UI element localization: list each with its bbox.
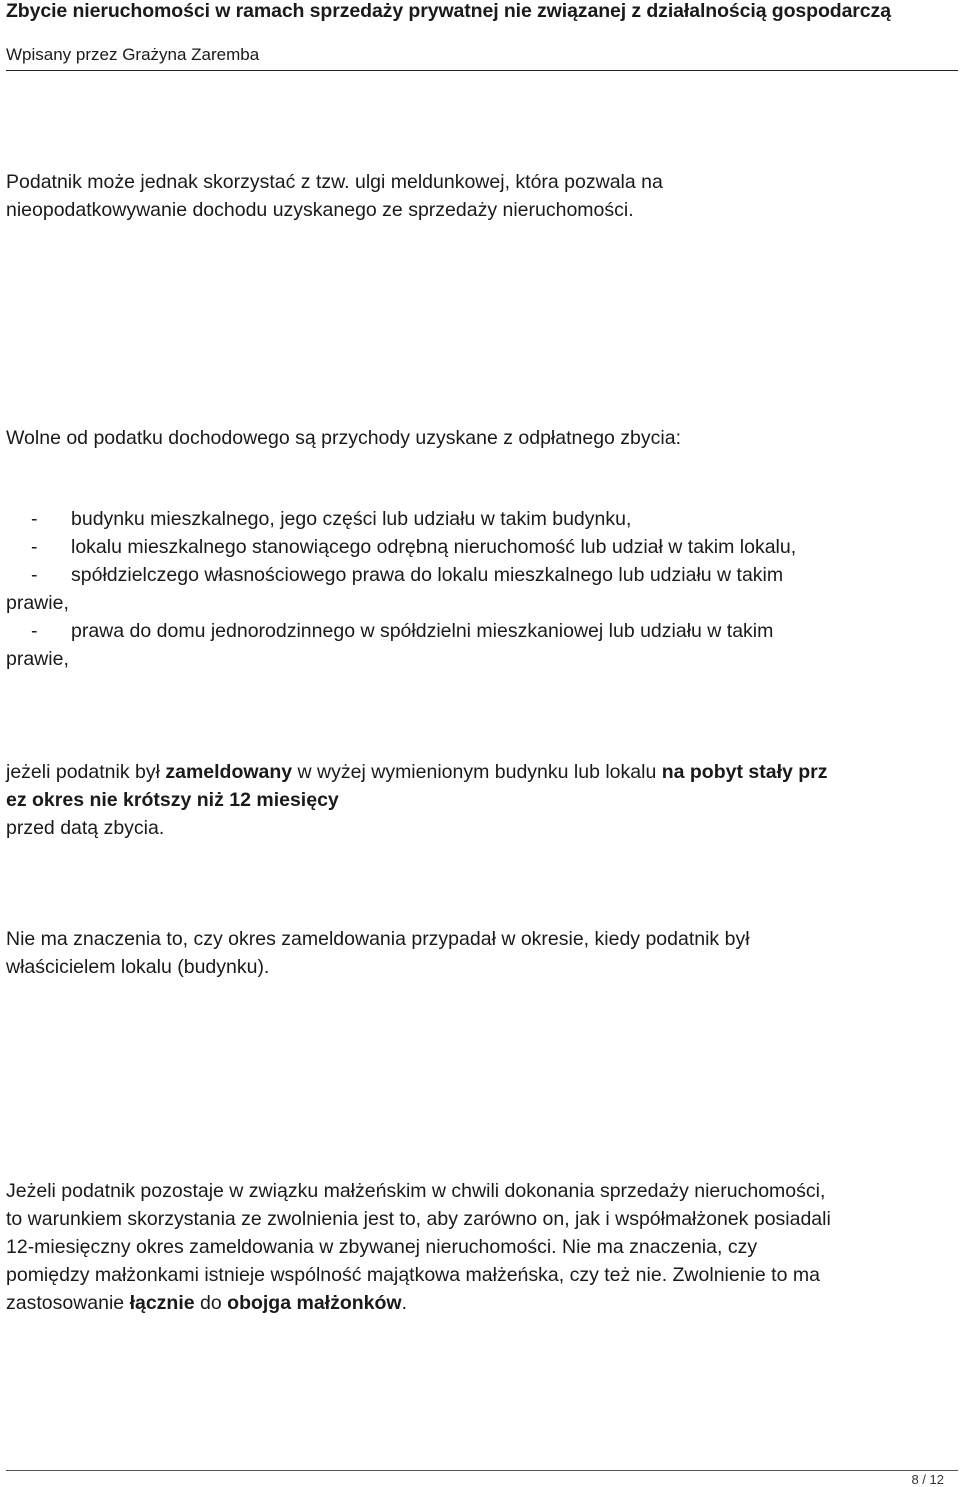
text-line — [6, 758, 958, 786]
list-item — [6, 533, 958, 561]
bold-run: na pobyt stały prz — [661, 761, 828, 783]
paragraph-spouses — [6, 1177, 958, 1317]
list-item — [6, 617, 958, 645]
bold-run: łącznie — [129, 1292, 195, 1314]
document-title: Zbycie nieruchomości w ramach sprzedaży prywatnej nie związanej z działalnością gospodarczą — [6, 0, 891, 22]
list-item-text: prawa do domu jednorodzinnego w spółdzielni mieszkaniowej lub udziału w takim — [71, 620, 774, 642]
page-number: 8 / 12 — [911, 1472, 944, 1487]
text-line — [6, 1289, 958, 1317]
list-item-text: lokalu mieszkalnego stanowiącego odrębną nieruchomość lub udział w takim lokalu, — [71, 536, 797, 558]
footer-divider — [6, 1470, 958, 1471]
text-run: jeżeli podatnik był — [6, 761, 166, 783]
text-line — [6, 786, 958, 814]
list-item-text: budynku mieszkalnego, jego części lub udziału w takim budynku, — [71, 508, 632, 530]
list-item-text: spółdzielczego własnościowego prawa do lokalu mieszkalnego lub udziału w takim — [71, 564, 784, 586]
list-dash: - — [31, 536, 38, 558]
text-run: do — [194, 1292, 228, 1314]
text-line: Nie ma znaczenia to, czy okres zameldowania przypadał w okresie, kiedy podatnik był — [6, 928, 750, 950]
text-line: Wolne od podatku dochodowego są przychody uzyskane z odpłatnego zbycia: — [6, 427, 681, 449]
text-line: Jeżeli podatnik pozostaje w związku małżeńskim w chwili dokonania sprzedaży nieruchomości, — [6, 1180, 826, 1202]
list-dash: - — [31, 620, 38, 642]
text-line: właścicielem lokalu (budynku). — [6, 956, 270, 978]
list-item — [6, 505, 958, 533]
paragraph-ulga-meldunkowa — [6, 168, 958, 224]
list-dash: - — [31, 564, 38, 586]
text-line: pomiędzy małżonkami istnieje wspólność majątkowa małżeńska, czy też nie. Zwolnienie to ma — [6, 1264, 820, 1286]
exemption-list — [6, 505, 958, 673]
list-item-continuation: prawie, — [6, 648, 69, 670]
bold-run: zameldowany — [165, 761, 293, 783]
bold-run: obojga małżonków — [227, 1292, 402, 1314]
document-header — [6, 0, 958, 65]
text-line: przed datą zbycia. — [6, 817, 165, 839]
list-item-continuation: prawie, — [6, 592, 69, 614]
document-author: Wpisany przez Grażyna Zaremba — [6, 45, 260, 64]
paragraph-period-note — [6, 925, 958, 981]
text-line: 12-miesięczny okres zameldowania w zbywanej nieruchomości. Nie ma znaczenia, czy — [6, 1236, 758, 1258]
paragraph-exemption-intro — [6, 424, 958, 452]
bold-run: ez okres nie krótszy niż 12 miesięcy — [6, 789, 339, 811]
text-run: w wyżej wymienionym budynku lub lokalu — [292, 761, 662, 783]
header-divider — [6, 70, 958, 71]
text-run: . — [401, 1292, 408, 1314]
text-run: zastosowanie — [6, 1292, 130, 1314]
paragraph-zameldowanie-condition — [6, 758, 958, 842]
text-line: nieopodatkowywanie dochodu uzyskanego ze sprzedaży nieruchomości. — [6, 199, 634, 221]
text-line: to warunkiem skorzystania ze zwolnienia jest to, aby zarówno on, jak i współmałżonek posiadali — [6, 1208, 831, 1230]
list-dash: - — [31, 508, 38, 530]
list-item — [6, 561, 958, 589]
text-line: Podatnik może jednak skorzystać z tzw. ulgi meldunkowej, która pozwala na — [6, 171, 663, 193]
